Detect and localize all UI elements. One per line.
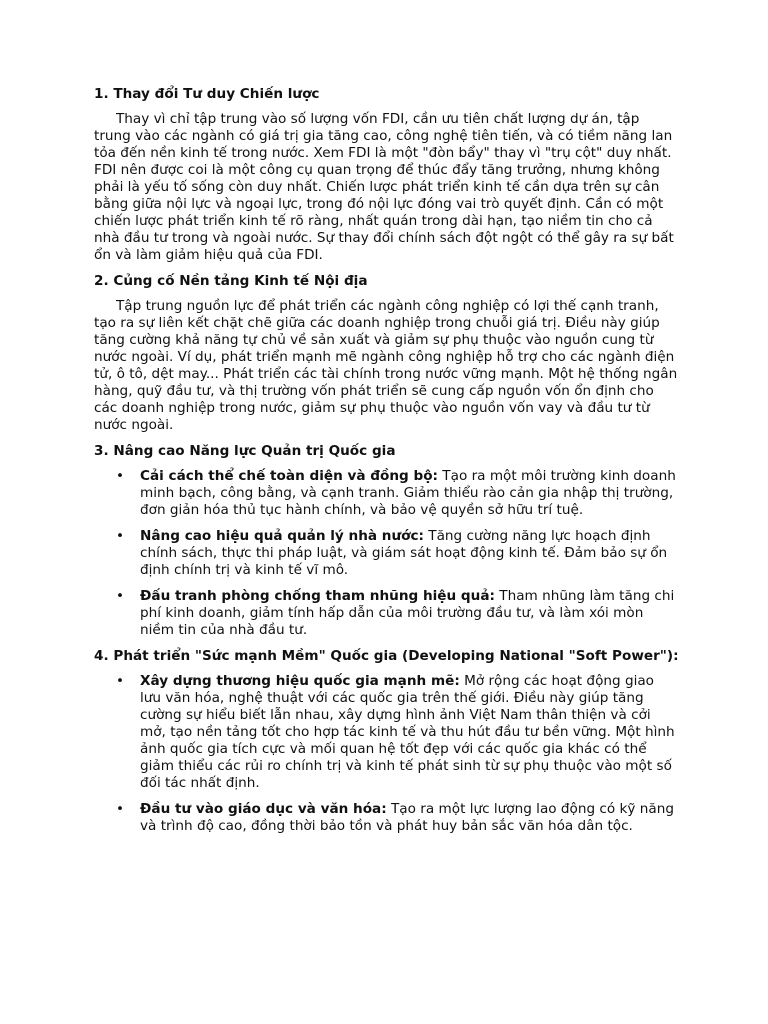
section-heading: 3. Nâng cao Năng lực Quản trị Quốc gia — [94, 443, 396, 459]
section-2 — [94, 273, 679, 434]
bullet-lead: Nâng cao hiệu quả quản lý nhà nước: — [140, 528, 424, 544]
list-item — [94, 528, 679, 579]
bullet-icon: • — [116, 673, 125, 689]
bullet-icon: • — [116, 588, 125, 604]
bullet-lead: Cải cách thể chế toàn diện và đồng bộ: — [140, 468, 438, 484]
section-heading: 2. Củng cố Nền tảng Kinh tế Nội địa — [94, 273, 368, 289]
section-paragraph: Thay vì chỉ tập trung vào số lượng vốn FDI, cần ưu tiên chất lượng dự án, tập trung vào các ngành có giá trị gia tăng cao, công nghệ tiên tiến, và có tiềm năng lan tỏa đến nền kinh tế trong nước. Xem FDI là một "đòn bẩy" thay vì "trụ cột" duy nhất. FDI nên được coi là một công cụ quan trọng để thúc đẩy tăng trưởng, nhưng không phải là yếu tố sống còn duy nhất. Chiến lược phát triển kinh tế cần dựa trên sự cân bằng giữa nội lực và ngoại lực, trong đó nội lực đóng vai trò quyết định. Cần có một chiến lược phát triển kinh tế rõ ràng, nhất quán trong dài hạn, tạo niềm tin cho cả nhà đầu tư trong và ngoài nước. Sự thay đổi chính sách đột ngột có thể gây ra sự bất ổn và làm giảm hiệu quả của FDI. — [94, 111, 674, 263]
list-item — [94, 673, 679, 792]
bullet-lead: Đấu tranh phòng chống tham nhũng hiệu quả: — [140, 588, 495, 604]
section-1 — [94, 86, 679, 264]
bullet-text: Tham nhũng làm tăng chi phí kinh doanh, giảm tính hấp dẫn của môi trường đầu tư, và làm xói mòn niềm tin của nhà đầu tư. — [140, 588, 675, 638]
bullet-text: Tăng cường năng lực hoạch định chính sách, thực thi pháp luật, và giám sát hoạt động kinh tế. Đảm bảo sự ổn định chính trị và kinh tế vĩ mô. — [140, 528, 668, 578]
bullet-text: Mở rộng các hoạt động giao lưu văn hóa, nghệ thuật với các quốc gia trên thế giới. Điều này giúp tăng cường sự hiểu biết lẫn nhau, xây dựng hình ảnh Việt Nam thân thiện và cởi mở, tạo nền tảng tốt cho hợp tác kinh tế và thu hút đầu tư bền vững. Một hình ảnh quốc gia tích cực và mối quan hệ tốt đẹp với các quốc gia khác có thể giảm thiểu các rủi ro chính trị và kinh tế phát sinh từ sự phụ thuộc vào một số đối tác nhất định. — [140, 673, 675, 791]
list-item — [94, 468, 679, 519]
bullet-lead: Đầu tư vào giáo dục và văn hóa: — [140, 801, 387, 817]
section-4 — [94, 648, 679, 835]
bullet-icon: • — [116, 468, 125, 484]
bullet-list — [94, 673, 679, 835]
list-item — [94, 588, 679, 639]
section-heading: 1. Thay đổi Tư duy Chiến lược — [94, 86, 320, 102]
bullet-icon: • — [116, 528, 125, 544]
document-page — [94, 86, 679, 844]
bullet-text: Tạo ra một môi trường kinh doanh minh bạch, công bằng, và cạnh tranh. Giảm thiểu rào cản gia nhập thị trường, đơn giản hóa thủ tục hành chính, và bảo vệ quyền sở hữu trí tuệ. — [140, 468, 676, 518]
bullet-text: Tạo ra một lực lượng lao động có kỹ năng và trình độ cao, đồng thời bảo tồn và phát huy bản sắc văn hóa dân tộc. — [140, 801, 674, 834]
section-heading: 4. Phát triển "Sức mạnh Mềm" Quốc gia (Developing National "Soft Power"): — [94, 648, 679, 664]
section-paragraph: Tập trung nguồn lực để phát triển các ngành công nghiệp có lợi thế cạnh tranh, tạo ra sự liên kết chặt chẽ giữa các doanh nghiệp trong chuỗi giá trị. Điều này giúp tăng cường khả năng tự chủ về sản xuất và giảm sự phụ thuộc vào nguồn cung từ nước ngoài. Ví dụ, phát triển mạnh mẽ ngành công nghiệp hỗ trợ cho các ngành điện tử, ô tô, dệt may... Phát triển các tài chính trong nước vững mạnh. Một hệ thống ngân hàng, quỹ đầu tư, và thị trường vốn phát triển sẽ cung cấp nguồn vốn ổn định cho các doanh nghiệp trong nước, giảm sự phụ thuộc vào nguồn vốn vay và đầu tư từ nước ngoài. — [94, 298, 678, 433]
bullet-lead: Xây dựng thương hiệu quốc gia mạnh mẽ: — [140, 673, 460, 689]
bullet-icon: • — [116, 801, 125, 817]
section-3 — [94, 443, 679, 639]
list-item — [94, 801, 679, 835]
bullet-list — [94, 468, 679, 639]
